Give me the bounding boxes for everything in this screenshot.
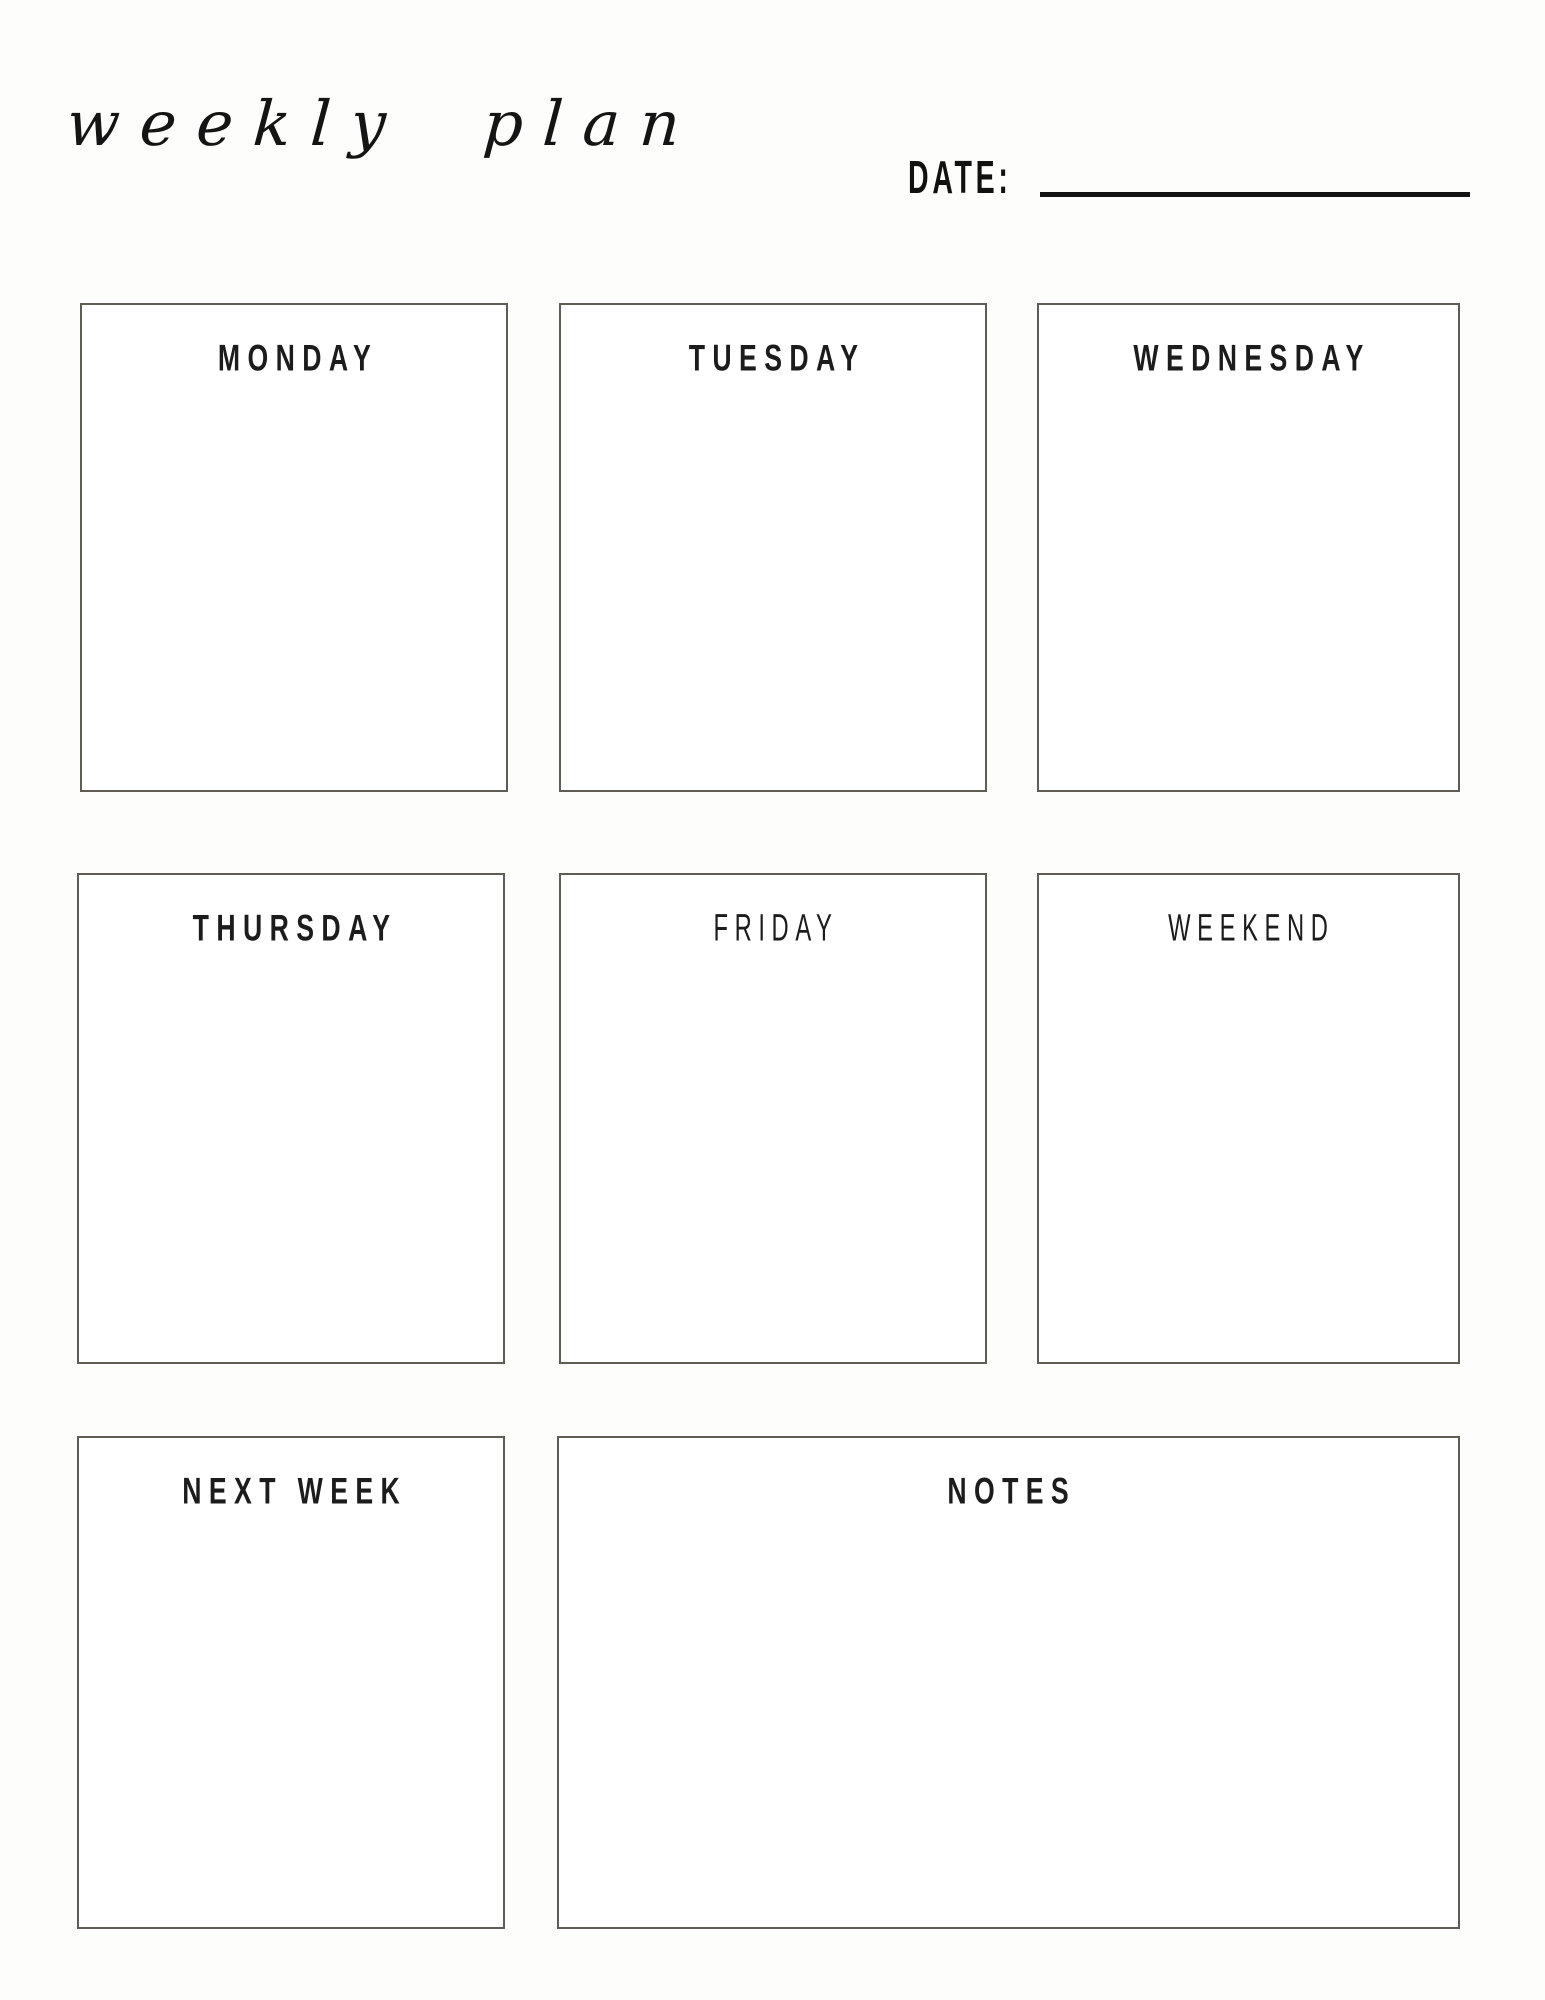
monday-header	[82, 337, 506, 379]
thursday-header	[79, 907, 503, 949]
wednesday-box	[1037, 303, 1460, 792]
tuesday-label: TUESDAY	[688, 336, 866, 379]
friday-header	[561, 907, 985, 949]
tuesday-content-area	[561, 395, 985, 790]
thursday-content-area	[79, 965, 503, 1362]
wednesday-content-area	[1039, 395, 1458, 790]
weekend-label: WEEKEND	[1168, 905, 1335, 950]
next-week-header	[79, 1470, 503, 1512]
page-title: weekly plan	[64, 87, 703, 160]
date-fill-in-line	[1040, 192, 1470, 197]
weekend-header	[1039, 907, 1458, 949]
monday-box	[80, 303, 508, 792]
monday-content-area	[82, 395, 506, 790]
monday-label: MONDAY	[217, 336, 378, 379]
next-week-box	[77, 1436, 505, 1929]
thursday-box	[77, 873, 505, 1364]
tuesday-box	[559, 303, 987, 792]
next-week-label: NEXT WEEK	[182, 1469, 408, 1512]
wednesday-header	[1039, 337, 1458, 379]
notes-label: NOTES	[947, 1469, 1077, 1512]
notes-content-area	[559, 1528, 1458, 1927]
thursday-label: THURSDAY	[192, 906, 398, 949]
friday-content-area	[561, 965, 985, 1362]
notes-header	[559, 1470, 1458, 1512]
friday-label: FRIDAY	[713, 905, 839, 950]
next-week-content-area	[79, 1528, 503, 1927]
notes-box	[557, 1436, 1460, 1929]
date-label: DATE:	[908, 151, 1012, 203]
weekend-box	[1037, 873, 1460, 1364]
wednesday-label: WEDNESDAY	[1133, 336, 1371, 379]
weekend-content-area	[1039, 965, 1458, 1362]
friday-box	[559, 873, 987, 1364]
tuesday-header	[561, 337, 985, 379]
